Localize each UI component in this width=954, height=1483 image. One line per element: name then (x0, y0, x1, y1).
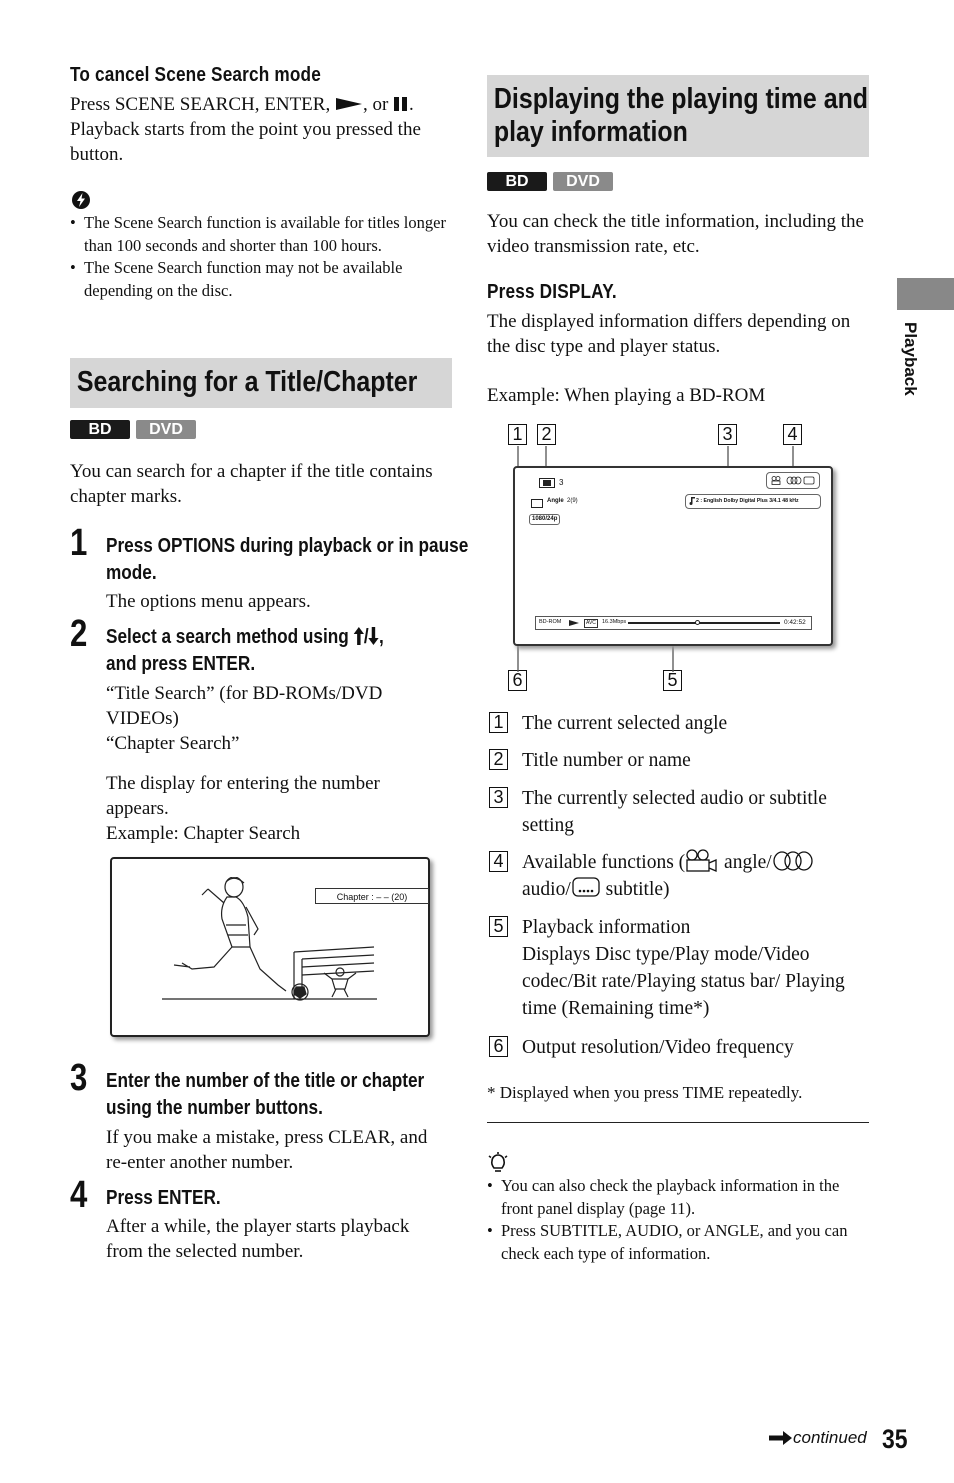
continued-label: continued (793, 1428, 867, 1447)
step-number-1: 1 (70, 522, 88, 564)
disc-type: BD-ROM (539, 619, 562, 625)
badge-bd: BD (70, 420, 130, 439)
resolution-box: 1080/24p (529, 514, 560, 525)
legend-item-5: 5 Playback information Displays Disc type/Play mode/Video codec/Bit rate/Playing status bar/ Playing time (Remaining time*) (487, 914, 877, 1022)
tip-item: • You can also check the playback information in the front panel display (page 11). (487, 1175, 869, 1220)
audio-setting-box: 2 : English Dolby Digital Plus 3/4.1 48 kHz (685, 494, 821, 509)
disc-badges-right (487, 172, 613, 191)
step-number-2: 2 (70, 613, 88, 655)
section-banner-search: Searching for a Title/Chapter (70, 358, 452, 408)
play-mode-icon (569, 620, 579, 626)
callout-5: 5 (663, 670, 682, 691)
codec: AVC (586, 620, 596, 626)
subtitle-icon (571, 876, 601, 900)
functions-icon-group (766, 472, 820, 489)
title-film-icon (539, 478, 555, 488)
angle-box-icon (531, 499, 543, 508)
info-display-screen (513, 466, 833, 646)
arrow-right-icon (769, 1430, 793, 1446)
step1-text: The options menu appears. (106, 591, 311, 612)
down-arrow-icon (369, 627, 379, 645)
step2-heading: Select a search method using / , and press ENTER. (106, 626, 384, 675)
step2-example: Example: Chapter Search (106, 823, 301, 844)
tip-list (487, 1175, 869, 1265)
step2-option-title: “Title Search” (for BD-ROMs/DVD VIDEOs) (106, 683, 383, 729)
legend-item-3: 3 The currently selected audio or subtitle setting (487, 785, 877, 839)
legend-item-1: 1 The current selected angle (487, 710, 877, 737)
step3-heading: Enter the number of the title or chapter using the number buttons. (106, 1070, 425, 1119)
note-item: • The Scene Search function is available for titles longer than 100 seconds and shorter than 100 hours. (70, 212, 452, 257)
note-item: • The Scene Search function may not be available depending on the disc. (70, 257, 452, 302)
playback-info-bar (535, 616, 812, 630)
legend-item-6: 6 Output resolution/Video frequency (487, 1034, 877, 1061)
tip-lightbulb-icon (487, 1151, 509, 1175)
step4-text: After a while, the player starts playback from the selected number. (106, 1216, 410, 1262)
side-tab-label: Playback (901, 322, 920, 396)
legend-item-4: 4 Available functions ( angle/ audio/ subtitle) (487, 849, 877, 903)
press-display-heading: Press DISPLAY. (487, 281, 617, 303)
callout-3: 3 (718, 424, 737, 445)
example-label: Example: When playing a BD-ROM (487, 385, 766, 406)
functions-icons (771, 476, 815, 485)
play-icon (335, 97, 363, 111)
title-number: 3 (559, 478, 564, 487)
cancel-text: Press SCENE SEARCH, ENTER, , or . Playback starts from the point you pressed the button. (70, 94, 421, 165)
step2-display-text: The display for entering the number appears. (106, 773, 380, 819)
display-intro: You can check the title information, including the video transmission rate, etc. (487, 211, 864, 257)
badge-dvd: DVD (136, 420, 196, 439)
step1-heading: Press OPTIONS during playback or in pause mode. (106, 535, 469, 584)
cancel-heading: To cancel Scene Search mode (70, 64, 321, 86)
search-intro: You can search for a chapter if the title contains chapter marks. (70, 461, 433, 507)
playing-time: 0:42:52 (784, 619, 806, 626)
soccer-player-illustration (162, 877, 382, 1007)
chapter-input-box: Chapter : – – (20) (315, 888, 429, 904)
bit-rate: 16.3Mbps (602, 619, 627, 625)
callout-6: 6 (508, 670, 527, 691)
status-bar-marker (695, 620, 700, 625)
legend-item-2: 2 Title number or name (487, 747, 877, 774)
callout-1: 1 (508, 424, 527, 445)
angle-icon (685, 849, 719, 873)
side-tab-marker (897, 278, 954, 310)
music-note-icon (689, 497, 695, 505)
divider (487, 1122, 869, 1123)
step3-text: If you make a mistake, press CLEAR, and re-enter another number. (106, 1127, 428, 1173)
step4-heading: Press ENTER. (106, 1187, 221, 1209)
note-list (70, 212, 452, 302)
step-number-3: 3 (70, 1057, 88, 1099)
tip-item: • Press SUBTITLE, AUDIO, or ANGLE, and you can check each type of information. (487, 1220, 869, 1265)
footnote: * Displayed when you press TIME repeatedly. (487, 1083, 803, 1102)
callout-2: 2 (537, 424, 556, 445)
badge-bd: BD (487, 172, 547, 191)
step2-option-chapter: “Chapter Search” (106, 733, 240, 754)
disc-badges-left (70, 420, 196, 439)
playing-status-bar (628, 622, 780, 624)
page-number: 35 (882, 1424, 908, 1454)
section-banner-display: Displaying the playing time and play information (487, 75, 869, 157)
angle-label: Angle (547, 498, 564, 504)
pause-icon (393, 97, 409, 111)
chapter-search-screen (110, 857, 430, 1037)
step-number-4: 4 (70, 1174, 88, 1216)
audio-icon (772, 850, 816, 872)
badge-dvd: DVD (553, 172, 613, 191)
callout-4: 4 (783, 424, 802, 445)
press-display-text: The displayed information differs depending on the disc type and player status. (487, 311, 851, 357)
angle-value: 2(9) (567, 498, 578, 504)
note-icon (71, 190, 91, 210)
up-arrow-icon (354, 627, 364, 645)
